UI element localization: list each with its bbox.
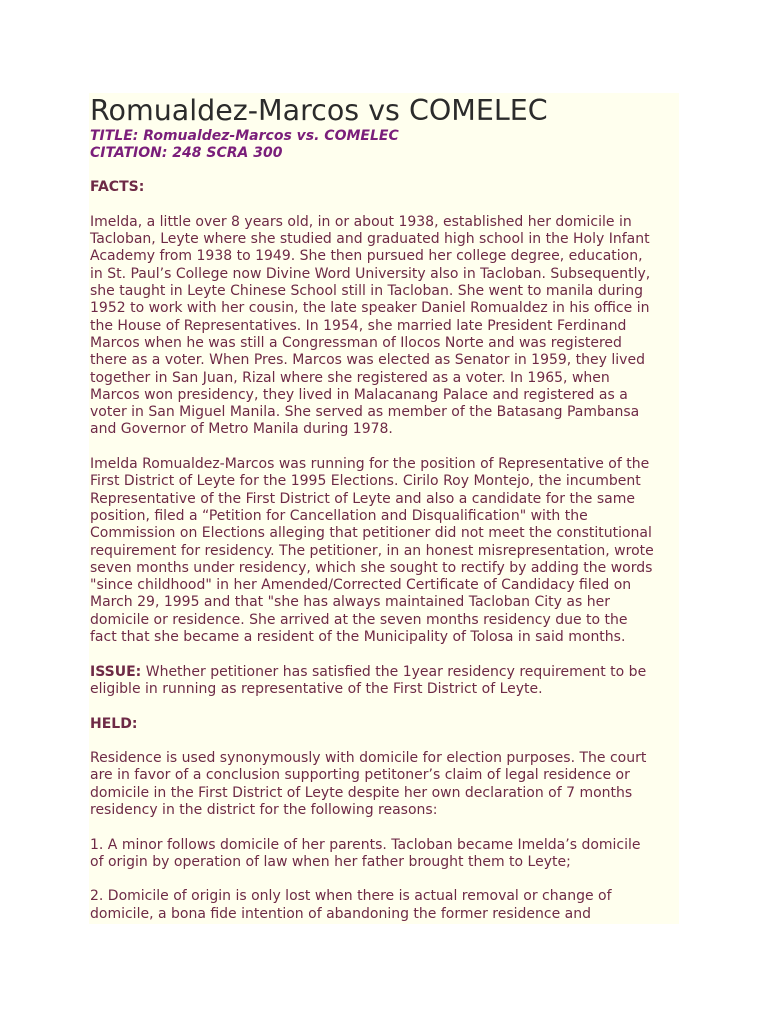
facts-heading: FACTS: (90, 179, 145, 196)
text-line: domicile, a bona fide intention of abandoning the former residence and (90, 905, 592, 922)
text-line: are in favor of a conclusion supporting petitoner’s claim of legal residence or (90, 767, 630, 784)
case-title-line: TITLE: Romualdez-Marcos vs. COMELEC (90, 128, 399, 144)
text-line: and Governor of Metro Manila during 1978. (90, 421, 393, 438)
text-line: Representative of the First District of Leyte and also a candidate for the same (90, 490, 635, 507)
text-line: eligible in running as representative of the First District of Leyte. (90, 680, 543, 697)
text-line: position, filed a “Petition for Cancellation and Disqualification" with the (90, 507, 588, 524)
text-line: Imelda, a little over 8 years old, in or about 1938, established her domicile in (90, 213, 632, 230)
facts-paragraph-2 (90, 456, 679, 646)
text-line: requirement for residency. The petitioner, in an honest misrepresentation, wrote (90, 542, 654, 559)
case-citation-line: CITATION: 248 SCRA 300 (90, 145, 283, 161)
text-line: Imelda Romualdez-Marcos was running for the position of Representative of the (90, 456, 650, 473)
issue-line (90, 664, 679, 681)
text-line: together in San Juan, Rizal where she registered as a voter. In 1965, when (90, 369, 610, 386)
case-meta (90, 128, 679, 162)
held-heading: HELD: (90, 715, 138, 732)
text-line: in St. Paul’s College now Divine Word University also in Tacloban. Subsequently, (90, 265, 651, 282)
text-line: domicile or residence. She arrived at the seven months residency due to the (90, 611, 628, 628)
issue-paragraph (90, 664, 679, 699)
text-line: Marcos when he was still a Congressman of Ilocos Norte and was registered (90, 334, 622, 351)
text-line: "since childhood" in her Amended/Corrected Certificate of Candidacy filed on (90, 577, 632, 594)
text-line: March 29, 1995 and that "she has always maintained Tacloban City as her (90, 594, 610, 611)
document-page (89, 93, 679, 924)
text-line: Marcos won presidency, they lived in Malacanang Palace and registered as a (90, 386, 628, 403)
text-line: First District of Leyte for the 1995 Elections. Cirilo Roy Montejo, the incumbent (90, 473, 641, 490)
text-line: residency in the district for the following reasons: (90, 801, 438, 818)
text-line: Commission on Elections alleging that petitioner did not meet the constitutional (90, 525, 652, 542)
issue-text: Whether petitioner has satisfied the 1year residency requirement to be (141, 663, 647, 680)
text-line: 1952 to work with her cousin, the late speaker Daniel Romualdez in his office in (90, 300, 650, 317)
document-title: Romualdez-Marcos vs COMELEC (90, 94, 548, 127)
text-line: voter in San Miguel Manila. She served as member of the Batasang Pambansa (90, 404, 640, 421)
text-line: 2. Domicile of origin is only lost when there is actual removal or change of (90, 888, 612, 905)
held-reason-1 (90, 837, 679, 872)
text-line: there as a voter. When Pres. Marcos was elected as Senator in 1959, they lived (90, 352, 645, 369)
facts-paragraph-1 (90, 214, 679, 439)
text-line: Residence is used synonymously with domicile for election purposes. The court (90, 750, 647, 767)
held-reason-2 (90, 888, 679, 923)
text-line: fact that she became a resident of the Municipality of Tolosa in said months. (90, 629, 626, 646)
text-line: seven months under residency, which she sought to rectify by adding the words (90, 559, 653, 576)
text-line: Tacloban, Leyte where she studied and graduated high school in the Holy Infant (90, 231, 650, 248)
text-line: of origin by operation of law when her father brought them to Leyte; (90, 853, 571, 870)
issue-label: ISSUE: (90, 663, 142, 680)
text-line: she taught in Leyte Chinese School still in Tacloban. She went to manila during (90, 283, 643, 300)
text-line: 1. A minor follows domicile of her parents. Tacloban became Imelda’s domicile (90, 836, 641, 853)
text-line: domicile in the First District of Leyte despite her own declaration of 7 months (90, 784, 633, 801)
held-paragraph-1 (90, 750, 679, 819)
text-line: Academy from 1938 to 1949. She then pursued her college degree, education, (90, 248, 643, 265)
text-line: the House of Representatives. In 1954, she married late President Ferdinand (90, 317, 627, 334)
